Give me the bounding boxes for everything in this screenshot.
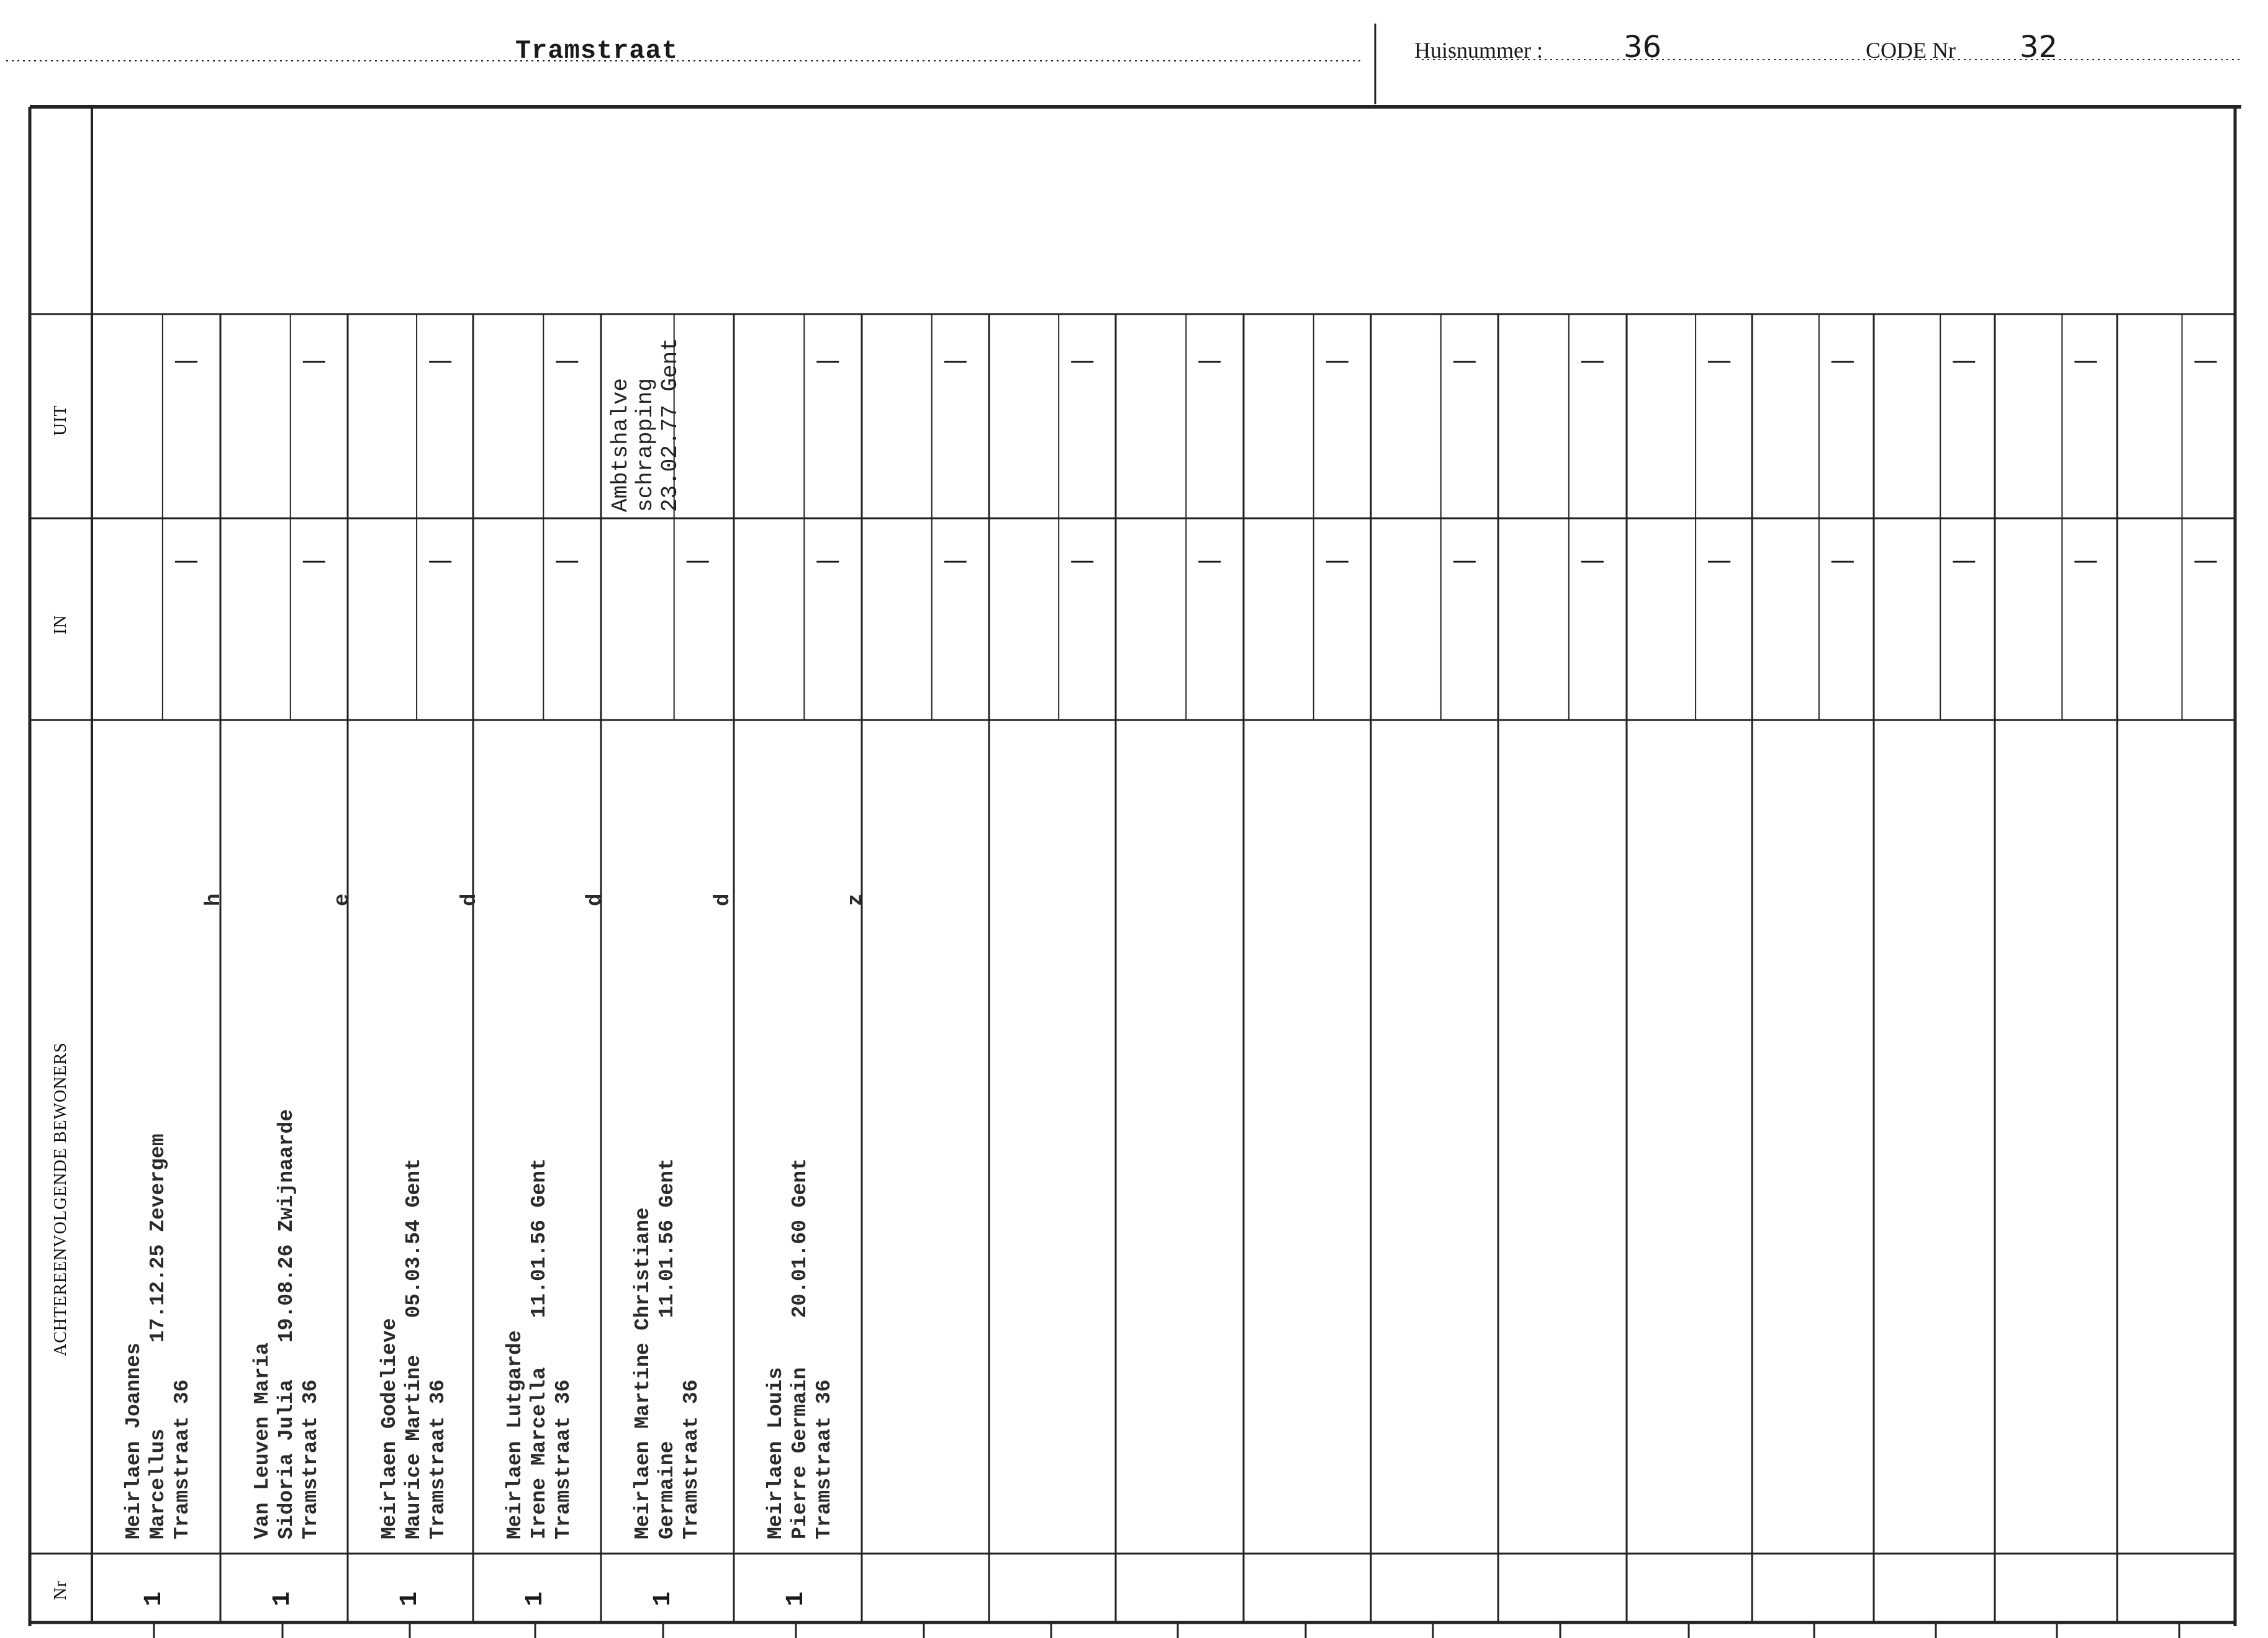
uit-dash: —: [942, 346, 968, 375]
uit-row-label: UIT: [51, 405, 70, 436]
code-value: 32: [2020, 30, 2058, 65]
resident-line3: Tramstraat 36: [680, 1379, 703, 1539]
resident-entry: [503, 1158, 576, 1539]
uit-dash: —: [1452, 346, 1477, 375]
uit-dash: —: [173, 346, 199, 375]
resident-line1: Meirlaen Louis: [764, 1367, 787, 1539]
in-dash: —: [1707, 546, 1732, 575]
resident-line1: Meirlaen Martine Christiane: [631, 1207, 654, 1539]
uit-dash: —: [301, 346, 327, 375]
in-dash: —: [1579, 546, 1605, 575]
resident-line1: Van Leuven Maria: [251, 1343, 274, 1539]
resident-entry: [631, 1158, 703, 1539]
resident-entry: [377, 1158, 450, 1539]
uit-dash: —: [815, 346, 841, 375]
resident-code: h: [202, 893, 226, 906]
resident-code: d: [458, 893, 482, 906]
resident-nr: 1: [140, 1591, 168, 1606]
resident-code: e: [331, 893, 355, 906]
in-dash: —: [1452, 546, 1477, 575]
resident-line2: Marcellus 17.12.25 Zevergem: [147, 1133, 169, 1539]
uit-note-line: schrapping: [633, 377, 658, 512]
house-number-label: Huisnummer :: [1414, 38, 1543, 63]
resident-nr: 1: [649, 1591, 677, 1606]
resident-line1: Meirlaen Godelieve: [378, 1318, 401, 1539]
residents-row-label: ACHTEREENVOLGENDE BEWONERS: [51, 1042, 70, 1356]
resident-code: z: [844, 893, 868, 906]
resident-line2: Sidoria Julia 19.08.26 Zwijnaarde: [275, 1109, 298, 1539]
in-dash: —: [1830, 546, 1855, 575]
in-dash: —: [942, 546, 968, 575]
in-dash: —: [1951, 546, 1977, 575]
uit-dash: —: [1579, 346, 1605, 375]
resident-nr: 1: [782, 1591, 810, 1606]
in-dash: —: [1070, 546, 1095, 575]
resident-entry: [122, 1133, 194, 1539]
resident-nr: 1: [396, 1591, 424, 1606]
resident-entry: [250, 1109, 323, 1539]
in-dash: —: [2193, 546, 2218, 575]
resident-line3: Tramstraat 36: [552, 1379, 575, 1539]
in-dash: —: [815, 546, 841, 575]
uit-dash: —: [2073, 346, 2099, 375]
resident-line3: Tramstraat 36: [299, 1379, 322, 1539]
resident-line2: Germaine 11.01.56 Gent: [656, 1158, 679, 1539]
in-dash: —: [173, 546, 199, 575]
in-row-label: IN: [51, 614, 70, 634]
uit-dash: —: [1707, 346, 1732, 375]
uit-dash: —: [1951, 346, 1977, 375]
resident-line1: Meirlaen Lutgarde: [504, 1330, 526, 1539]
resident-nr: 1: [522, 1591, 549, 1606]
resident-line3: Tramstraat 36: [171, 1379, 194, 1539]
resident-line2: Irene Marcella 11.01.56 Gent: [528, 1158, 551, 1539]
uit-note: [608, 338, 683, 512]
resident-entry: [764, 1158, 836, 1539]
uit-dash: —: [1324, 346, 1350, 375]
uit-dash: —: [554, 346, 580, 375]
code-label: CODE Nr: [1866, 38, 1956, 63]
resident-line3: Tramstraat 36: [427, 1379, 450, 1539]
uit-note-line: Ambtshalve: [608, 377, 633, 512]
in-dash: —: [1197, 546, 1222, 575]
resident-code: d: [712, 893, 735, 906]
in-dash: —: [2073, 546, 2099, 575]
house-number-value: 36: [1624, 30, 1662, 65]
uit-dash: —: [1830, 346, 1855, 375]
in-dash: —: [1324, 546, 1350, 575]
uit-note-line: 23.02.77 Gent: [657, 338, 683, 512]
nr-row-label: Nr: [51, 1580, 70, 1600]
in-dash: —: [428, 546, 453, 575]
uit-dash: —: [1070, 346, 1095, 375]
in-dash: —: [685, 546, 710, 575]
resident-line3: Tramstraat 36: [813, 1379, 836, 1539]
resident-line2: Pierre Germain 20.01.60 Gent: [788, 1158, 811, 1539]
resident-code: d: [584, 893, 607, 906]
in-dash: —: [554, 546, 580, 575]
uit-dash: —: [1197, 346, 1222, 375]
resident-line2: Maurice Martine 05.03.54 Gent: [402, 1158, 425, 1539]
street-name: Tramstraat: [515, 36, 679, 66]
resident-nr: 1: [269, 1591, 297, 1606]
uit-dash: —: [428, 346, 453, 375]
resident-line1: Meirlaen Joannes: [122, 1343, 145, 1539]
uit-dash: —: [2193, 346, 2218, 375]
in-dash: —: [301, 546, 327, 575]
